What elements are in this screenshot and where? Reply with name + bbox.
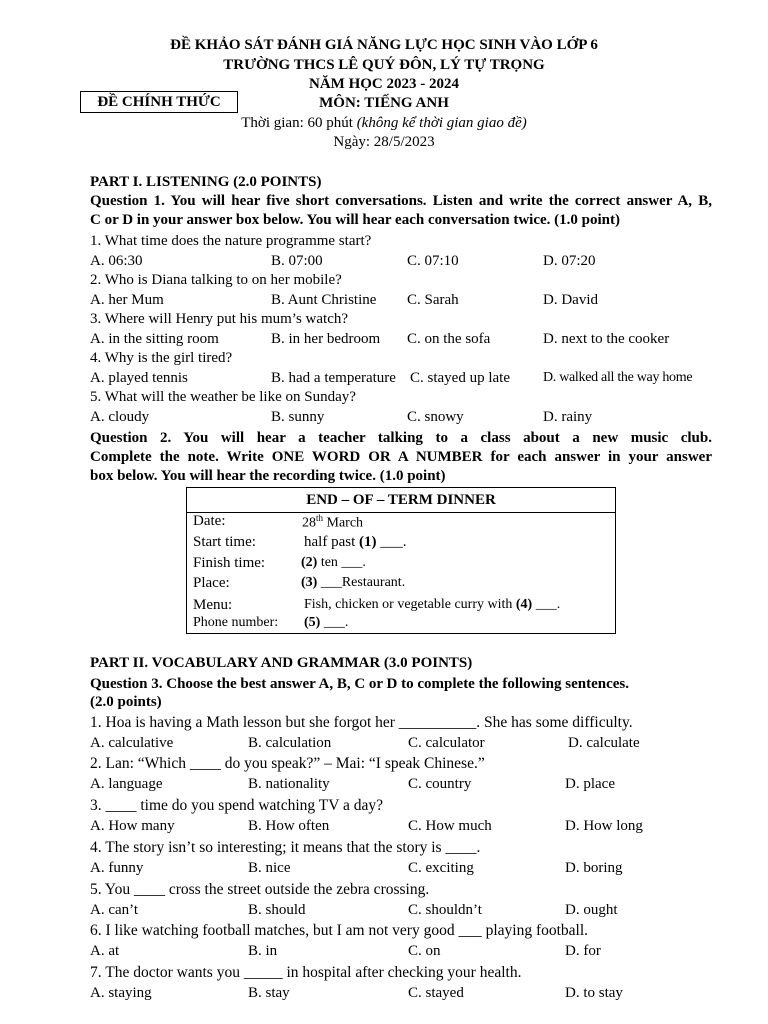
q1-3-option-c: C. on the sofa <box>407 331 491 347</box>
q3-7-option-c: C. stayed <box>408 985 464 1001</box>
q3-5-option-b: B. should <box>248 902 306 918</box>
exam-date: Ngày: 28/5/2023 <box>333 134 435 150</box>
q1-instruction-line1: Question 1. You will hear five short conversations. Listen and write the correct answer A, B, <box>90 193 712 209</box>
official-exam-label: ĐỀ CHÍNH THỨC <box>80 91 238 113</box>
q2-instruction-line1: Question 2. You will hear a teacher talking to a class about a new music club. <box>90 430 712 446</box>
blank-4: ___. <box>532 597 561 612</box>
blank-4-number: (4) <box>515 597 533 612</box>
note-date-day: 28 <box>302 515 316 531</box>
school-name: TRƯỜNG THCS LÊ QUÝ ĐÔN, LÝ TỰ TRỌNG <box>223 57 545 73</box>
note-menu-label: Menu: <box>193 597 233 613</box>
q1-question-1: 1. What time does the nature programme start? <box>90 233 372 249</box>
note-start-text: half past <box>304 534 359 550</box>
q3-question-4: 4. The story isn’t so interesting; it means that the story is ____. <box>90 839 481 856</box>
q1-2-option-d: D. David <box>543 292 598 308</box>
q1-4-option-c: C. stayed up late <box>410 370 510 386</box>
q3-instruction-line2: (2.0 points) <box>90 694 162 710</box>
q3-6-option-a: A. at <box>90 943 120 959</box>
q1-1-option-c: C. 07:10 <box>407 253 459 269</box>
q1-2-option-b: B. Aunt Christine <box>271 292 377 308</box>
blank-5-number: (5) <box>304 615 321 630</box>
q1-3-option-a: A. in the sitting room <box>90 331 219 347</box>
time-note: (không kể thời gian giao đề) <box>356 115 527 131</box>
q3-1-option-b: B. calculation <box>248 735 332 751</box>
q3-2-option-c: C. country <box>408 776 472 792</box>
blank-5: ___. <box>320 615 349 630</box>
q3-7-option-a: A. staying <box>90 985 152 1001</box>
note-date-value <box>302 513 363 532</box>
q3-6-option-d: D. for <box>565 943 601 959</box>
note-phone-label: Phone number: <box>193 615 279 630</box>
q1-3-option-d: D. next to the cooker <box>543 331 670 347</box>
q3-4-option-b: B. nice <box>248 860 291 876</box>
q1-4-option-a: A. played tennis <box>90 370 188 386</box>
note-date-label: Date: <box>193 513 226 529</box>
q1-4-option-b: B. had a temperature <box>271 370 396 386</box>
q3-3-option-b: B. How often <box>248 818 330 834</box>
q3-1-option-c: C. calculator <box>408 735 485 751</box>
part1-title: PART I. LISTENING (2.0 POINTS) <box>90 174 322 190</box>
q1-2-option-c: C. Sarah <box>407 292 459 308</box>
note-finish-value <box>301 555 366 571</box>
q1-2-option-a: A. her Mum <box>90 292 164 308</box>
q3-7-option-d: D. to stay <box>565 985 623 1001</box>
subject-line: MÔN: TIẾNG ANH <box>319 95 449 111</box>
q1-1-option-b: B. 07:00 <box>271 253 323 269</box>
q1-question-5: 5. What will the weather be like on Sunday? <box>90 389 356 405</box>
q3-6-option-c: C. on <box>408 943 441 959</box>
q1-5-option-a: A. cloudy <box>90 409 150 425</box>
q3-3-option-d: D. How long <box>565 818 643 834</box>
q1-3-option-b: B. in her bedroom <box>271 331 381 347</box>
term-dinner-note <box>186 487 616 634</box>
q1-question-4: 4. Why is the girl tired? <box>90 350 233 366</box>
q3-2-option-d: D. place <box>565 776 615 792</box>
q3-5-option-c: C. shouldn’t <box>408 902 482 918</box>
blank-2: ten ___. <box>317 555 366 570</box>
q1-question-3: 3. Where will Henry put his mum’s watch? <box>90 311 349 327</box>
time-text: Thời gian: 60 phút <box>241 115 357 131</box>
q3-2-option-b: B. nationality <box>248 776 330 792</box>
q3-4-option-d: D. boring <box>565 860 623 876</box>
q3-question-3: 3. ____ time do you spend watching TV a day? <box>90 797 384 814</box>
note-phone-value <box>304 615 348 631</box>
q3-question-1: 1. Hoa is having a Math lesson but she forgot her __________. She has some difficulty. <box>90 714 633 731</box>
q3-question-6: 6. I like watching football matches, but I am not very good ___ playing football. <box>90 922 589 939</box>
note-date-suffix: th <box>316 513 324 523</box>
q3-4-option-a: A. funny <box>90 860 144 876</box>
q3-question-7: 7. The doctor wants you _____ in hospital after checking your health. <box>90 964 522 981</box>
q3-instruction-line1: Question 3. Choose the best answer A, B, C or D to complete the following sentences. <box>90 676 629 692</box>
note-place-value <box>301 575 405 591</box>
q2-instruction-line3: box below. You will hear the recording twice. (1.0 point) <box>90 468 446 484</box>
school-year: NĂM HỌC 2023 - 2024 <box>309 76 459 92</box>
note-start-value <box>304 534 406 551</box>
blank-2-number: (2) <box>301 555 318 570</box>
q3-question-5: 5. You ____ cross the street outside the zebra crossing. <box>90 881 430 898</box>
q1-4-option-d: D. walked all the way home <box>543 370 693 385</box>
q1-5-option-c: C. snowy <box>407 409 464 425</box>
q1-1-option-a: A. 06:30 <box>90 253 143 269</box>
exam-title-line1: ĐỀ KHẢO SÁT ĐÁNH GIÁ NĂNG LỰC HỌC SINH VÀO LỚP 6 <box>170 37 598 53</box>
q3-5-option-a: A. can’t <box>90 902 139 918</box>
q3-6-option-b: B. in <box>248 943 278 959</box>
q3-question-2: 2. Lan: “Which ____ do you speak?” – Mai: “I speak Chinese.” <box>90 755 485 772</box>
q3-1-option-d: D. calculate <box>568 735 640 751</box>
q1-5-option-b: B. sunny <box>271 409 325 425</box>
q3-3-option-a: A. How many <box>90 818 175 834</box>
q1-1-option-d: D. 07:20 <box>543 253 596 269</box>
blank-1-number: (1) <box>358 534 377 550</box>
blank-3: ___Restaurant. <box>317 575 406 590</box>
q1-instruction-line2: C or D in your answer box below. You will hear each conversation twice. (1.0 point) <box>90 212 621 228</box>
q3-2-option-a: A. language <box>90 776 163 792</box>
note-menu-value <box>304 597 560 613</box>
blank-3-number: (3) <box>301 575 318 590</box>
q3-5-option-d: D. ought <box>565 902 618 918</box>
note-menu-text: Fish, chicken or vegetable curry with <box>304 597 516 612</box>
note-place-label: Place: <box>193 575 230 591</box>
q1-question-2: 2. Who is Diana talking to on her mobile? <box>90 272 342 288</box>
q3-7-option-b: B. stay <box>248 985 290 1001</box>
q2-instruction-line2: Complete the note. Write ONE WORD OR A NUMBER for each answer in your answer <box>90 449 712 465</box>
note-date-month: March <box>323 515 364 531</box>
q3-1-option-a: A. calculative <box>90 735 174 751</box>
note-title: END – OF – TERM DINNER <box>187 488 615 513</box>
note-start-label: Start time: <box>193 534 256 550</box>
blank-1: ___. <box>376 534 407 550</box>
q1-5-option-d: D. rainy <box>543 409 593 425</box>
note-finish-label: Finish time: <box>193 555 266 571</box>
q3-3-option-c: C. How much <box>408 818 492 834</box>
time-line <box>0 115 768 132</box>
part2-title: PART II. VOCABULARY AND GRAMMAR (3.0 POINTS) <box>90 655 473 671</box>
q3-4-option-c: C. exciting <box>408 860 474 876</box>
